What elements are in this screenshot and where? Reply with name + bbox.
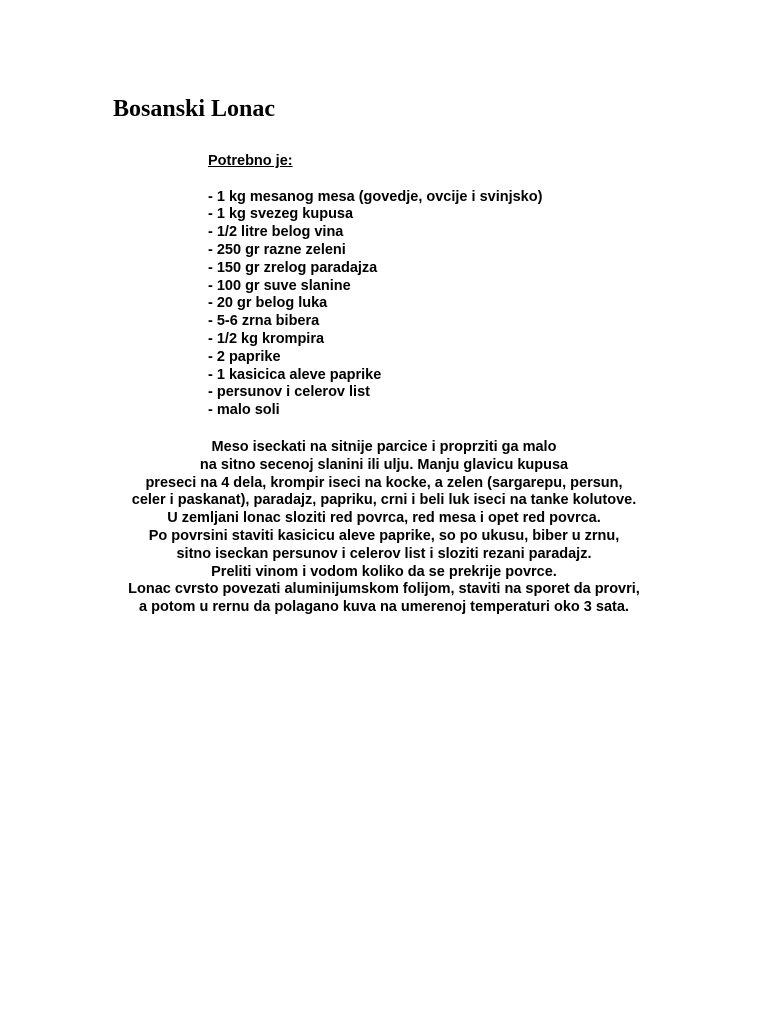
ingredients-heading: Potrebno je:	[208, 153, 293, 169]
method-paragraph	[0, 439, 768, 617]
ingredients-section	[208, 153, 542, 420]
ingredient-item: - 1/2 kg krompira	[208, 330, 325, 347]
method-line: preseci na 4 dela, krompir iseci na kocke, a zelen (sargarepu, persun,	[145, 474, 623, 491]
method-line: na sitno secenoj slanini ili ulju. Manju glavicu kupusa	[199, 456, 569, 473]
ingredient-item: - 20 gr belog luka	[208, 295, 328, 312]
method-line: sitno iseckan persunov i celerov list i sloziti rezani paradajz.	[176, 545, 592, 562]
ingredient-item: - 1 kg svezeg kupusa	[208, 206, 354, 223]
ingredient-item: - 1 kasicica aleve paprike	[208, 366, 382, 383]
method-line: Po povrsini staviti kasicicu aleve paprike, so po ukusu, biber u zrnu,	[148, 527, 620, 544]
method-line: Preliti vinom i vodom koliko da se prekrije povrce.	[211, 563, 557, 580]
ingredient-item: - 100 gr suve slanine	[208, 277, 351, 294]
document-title: Bosanski Lonac	[113, 96, 276, 122]
method-line: Lonac cvrsto povezati aluminijumskom folijom, staviti na sporet da provri,	[128, 581, 640, 598]
ingredients-list	[208, 189, 542, 420]
method-line: celer i paskanat), paradajz, papriku, crni i beli luk iseci na tanke kolutove.	[131, 492, 637, 509]
ingredient-item: - 250 gr razne zeleni	[208, 241, 346, 258]
ingredient-item: - persunov i celerov list	[208, 384, 370, 401]
method-line: U zemljani lonac sloziti red povrca, red mesa i opet red povrca.	[167, 510, 601, 527]
ingredient-item: - malo soli	[208, 402, 280, 419]
method-line: a potom u rernu da polagano kuva na umerenoj temperaturi oko 3 sata.	[139, 599, 629, 616]
ingredient-item: - 1 kg mesanog mesa (govedje, ovcije i svinjsko)	[208, 188, 543, 205]
ingredient-item: - 5-6 zrna bibera	[208, 313, 320, 330]
method-line: Meso iseckati na sitnije parcice i proprziti ga malo	[211, 439, 557, 455]
ingredient-item: - 2 paprike	[208, 348, 281, 365]
ingredient-item: - 150 gr zrelog paradajza	[208, 259, 378, 276]
ingredient-item: - 1/2 litre belog vina	[208, 224, 344, 241]
